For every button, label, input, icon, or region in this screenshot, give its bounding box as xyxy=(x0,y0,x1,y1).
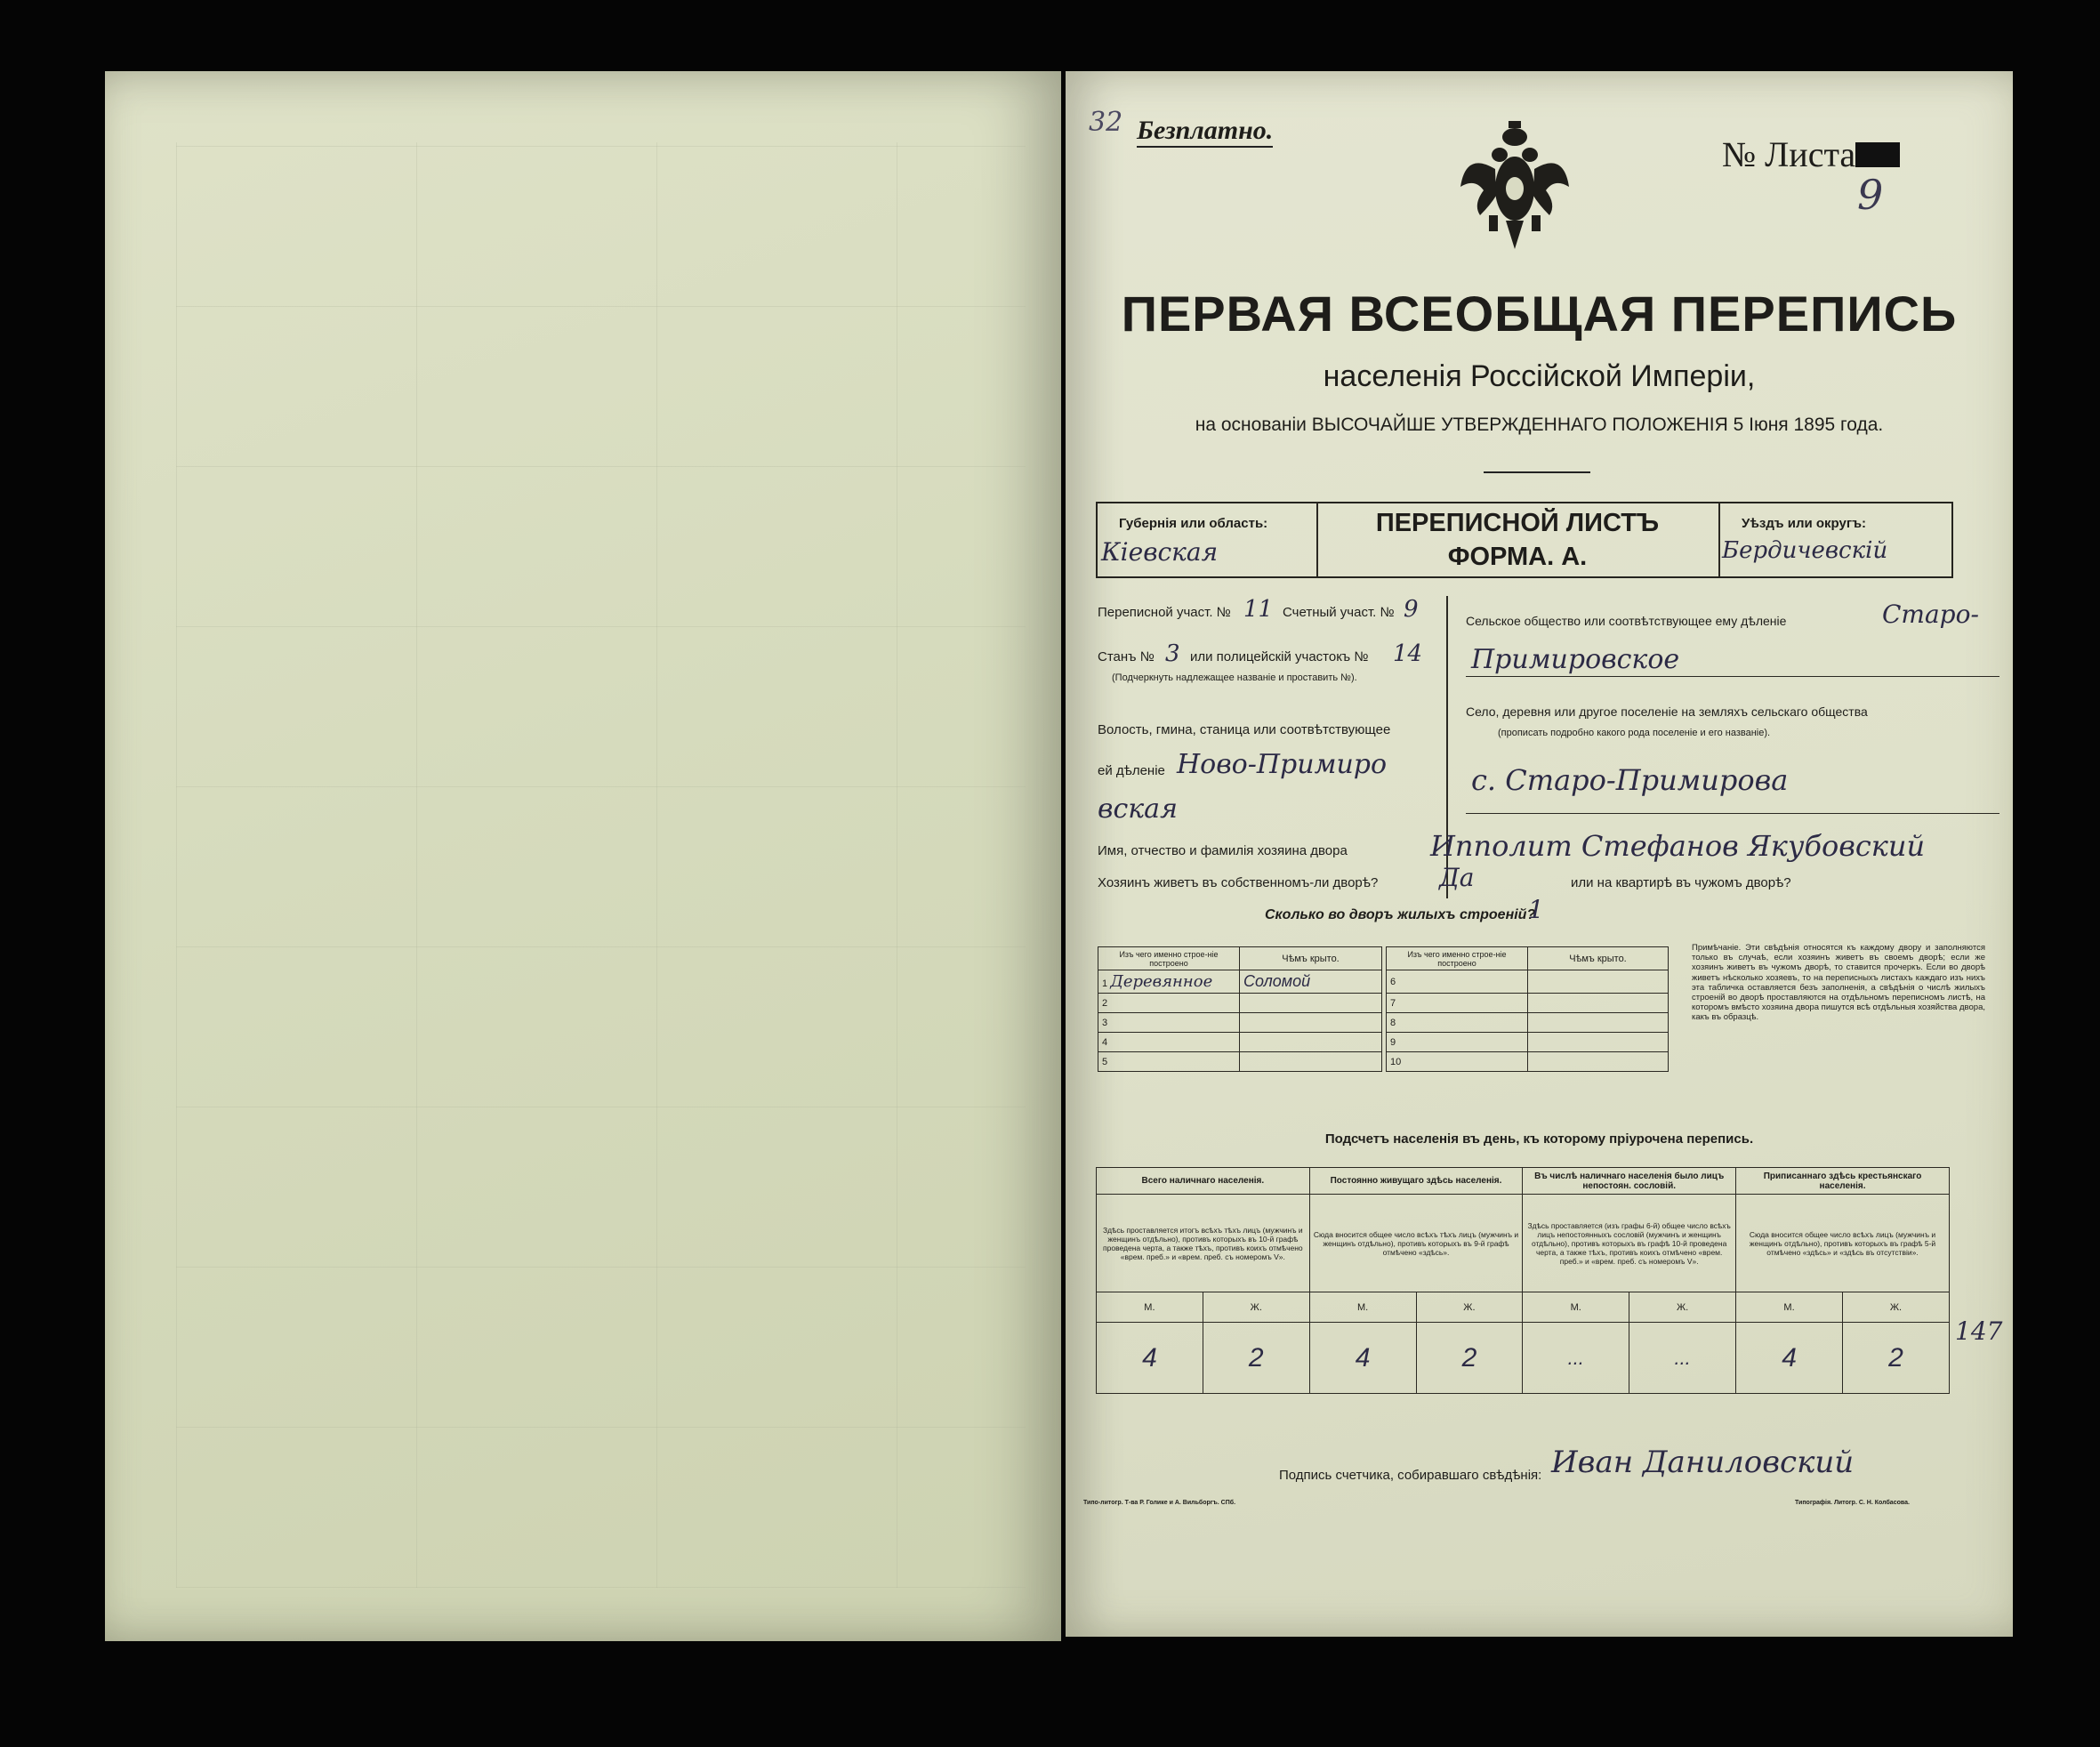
police-district-label: или полицейскій участокъ № xyxy=(1190,649,1369,664)
count-value: ... xyxy=(1629,1323,1736,1394)
group-header: Въ числѣ наличнаго населенія было лицъ непостоян. сословій. xyxy=(1523,1168,1736,1195)
count-value: 2 xyxy=(1203,1323,1309,1394)
table-row: 8 xyxy=(1387,1013,1669,1033)
census-form-page xyxy=(1066,71,2013,1637)
society-label: Сельское общество или соотвѣтствующее ему дѣленіе xyxy=(1466,614,1787,628)
table-row: 7 xyxy=(1387,994,1669,1013)
group-description: Сюда вносится общее число всѣхъ лицъ (мужчинъ и женщинъ отдѣльно), противъ которыхъ въ графѣ 5-й отмѣчено «здѣсь» и «здѣсь въ отсутствіи». xyxy=(1736,1195,1950,1292)
group-header: Приписаннаго здѣсь крестьянскаго населенія. xyxy=(1736,1168,1950,1195)
stan-label: Станъ № xyxy=(1098,649,1155,664)
volost-label: Волость, гмина, станица или соотвѣтствующее xyxy=(1098,722,1391,737)
counting-district-label: Счетный участ. № xyxy=(1283,605,1395,620)
group-description: Здѣсь проставляется итогъ всѣхъ тѣхъ лицъ (мужчинъ и женщинъ отдѣльно), противъ которыхъ въ 10-й графѣ проведена черта, а также тѣхъ, противъ коихъ отмѣчено «врем. преб.» и «врем. преб. съ номеромъ V». xyxy=(1097,1195,1310,1292)
village-value: с. Старо-Примирова xyxy=(1471,763,1789,797)
count-value: 4 xyxy=(1097,1323,1203,1394)
printer-imprint-left: Типо-литогр. Т-ва Р. Голике и А. Вильборгъ. СПб. xyxy=(1083,1500,1236,1506)
count-value: 4 xyxy=(1736,1323,1843,1394)
population-count-table: Всего наличнаго населенія. Постоянно живущаго здѣсь населенія. Въ числѣ наличнаго населенія было лицъ непостоян. сословій. Приписаннаго здѣсь крестьянскаго населенія. Здѣсь проставляется итогъ всѣхъ тѣхъ лицъ (мужчинъ и женщинъ отдѣльно), противъ которыхъ въ 10-й графѣ проведена черта, а также тѣхъ, противъ коихъ отмѣчено «врем. преб.» и «врем. преб. съ номеромъ V». Сюда вносится общее число всѣхъ тѣхъ лицъ (мужчинъ и женщинъ отдѣльно), противъ которыхъ въ 9-й графѣ отмѣчено «здѣсь». Здѣсь проставляется (изъ графы 6-й) общее число всѣхъ лицъ непостоянныхъ сословій (мужчинъ и женщинъ отдѣльно), противъ которыхъ въ графѣ 10-й проведена черта, а также тѣхъ, противъ коихъ отмѣчено «врем. преб.» и «врем. преб. съ номеромъ V». Сюда вносится общее число всѣхъ лицъ (мужчинъ и женщинъ отдѣльно), противъ которыхъ въ графѣ 5-й отмѣчено «здѣсь» и «здѣсь въ отсутствіи». М. Ж. М. Ж. М. Ж. М. Ж. 4 2 4 2 ... ... 4 2 xyxy=(1096,1167,1950,1394)
ornament-divider xyxy=(1484,471,1590,473)
col-roof-header: Чѣмъ крыто. xyxy=(1240,947,1382,970)
left-page-faint-grid xyxy=(176,142,1026,1588)
guberniya-value: Кіевская xyxy=(1101,537,1219,567)
counting-district-value: 9 xyxy=(1404,596,1419,623)
signature-value: Иван Даниловский xyxy=(1551,1445,1855,1480)
left-page-blank xyxy=(105,71,1061,1641)
census-district-value: 11 xyxy=(1243,596,1274,623)
count-value: 4 xyxy=(1309,1323,1416,1394)
imperial-eagle-emblem-icon xyxy=(1457,116,1573,258)
stan-value: 3 xyxy=(1165,640,1180,667)
col-material-header: Изъ чего именно строе-ніе построено xyxy=(1098,947,1240,970)
village-note: (прописать подробно какого рода поселеніе и его названіе). xyxy=(1498,728,1771,738)
underline-note: (Подчеркнуть надлежащее названіе и проставить №). xyxy=(1112,672,1357,683)
buildings-table-right: Изъ чего именно строе-ніе построено Чѣмъ крыто. 6 7 8 9 10 xyxy=(1386,946,1669,1072)
buildings-table-left xyxy=(1098,946,1382,1072)
printer-imprint-right: Типографія. Литогр. С. Н. Колбасова. xyxy=(1795,1500,1910,1506)
form-basis-line: на основаніи ВЫСОЧАЙШЕ УТВЕРЖДЕННАГО ПОЛОЖЕНІЯ 5 Іюня 1895 года. xyxy=(1195,415,1884,435)
signature-label: Подпись счетчика, собиравшаго свѣдѣнія: xyxy=(1279,1468,1542,1483)
police-district-value: 14 xyxy=(1393,640,1423,667)
group-header: Всего наличнаго населенія. xyxy=(1097,1168,1310,1195)
uezd-label: Уѣздъ или округъ: xyxy=(1742,516,1867,531)
volost-label-2: ей дѣленіе xyxy=(1098,763,1165,778)
table-row: 9 xyxy=(1387,1033,1669,1052)
buildings-count-value: 1 xyxy=(1528,895,1544,924)
count-value: 2 xyxy=(1416,1323,1523,1394)
society-value: Старо- xyxy=(1882,600,1979,629)
buildings-count-label: Сколько во дворъ жилыхъ строеній? xyxy=(1265,907,1536,922)
sheet-number-value: 9 xyxy=(1857,171,1884,219)
census-district-label: Переписной участ. № xyxy=(1098,605,1231,620)
free-stamp: Безплатно. xyxy=(1137,116,1273,148)
margin-note: 147 xyxy=(1955,1316,2003,1346)
sheet-title: ПЕРЕПИСНОЙ ЛИСТЪ xyxy=(1375,509,1660,537)
owner-lives-label: Хозяинъ живетъ въ собственномъ-ли дворѣ? xyxy=(1098,875,1379,890)
table-row: 10 xyxy=(1387,1052,1669,1072)
owner-lives-value: Да xyxy=(1439,863,1475,892)
table-row: 4 xyxy=(1098,1033,1382,1052)
form-main-title: ПЕРВАЯ ВСЕОБЩАЯ ПЕРЕПИСЬ xyxy=(1121,286,1958,342)
remark-note: Примѣчаніе. Эти свѣдѣнія относятся къ каждому двору и заполняются только въ случаѣ, если хозяинъ живетъ въ своемъ дворѣ; если же хозяинъ живетъ въ чужомъ дворѣ, то ставится прочеркъ. Если во дворѣ живетъ нѣсколько хозяевъ, то на переписныхъ листахъ каждаго изъ нихъ эта табличка оставляется безъ заполненія, а свѣдѣнія о числѣ жилыхъ строеній во дворѣ проставляются на отдѣльномъ переписномъ листѣ, на которомъ вмѣсто хозяина двора пишутся всѣ отдѣльныя хозяйства двора, какъ въ образцѣ. xyxy=(1692,943,1985,1023)
society-value-2: Примировское xyxy=(1471,644,1680,675)
group-description: Сюда вносится общее число всѣхъ тѣхъ лицъ (мужчинъ и женщинъ отдѣльно), противъ которыхъ въ 9-й графѣ отмѣчено «здѣсь». xyxy=(1309,1195,1523,1292)
owner-name-value: Ипполит Стефанов Якубовский xyxy=(1430,829,1926,863)
table-row: 3 xyxy=(1098,1013,1382,1033)
table-row: 6 xyxy=(1387,970,1669,994)
table-row: 2 xyxy=(1098,994,1382,1013)
guberniya-label: Губернія или область: xyxy=(1119,516,1268,531)
group-description: Здѣсь проставляется (изъ графы 6-й) общее число всѣхъ лицъ непостоянныхъ сословій (мужчинъ и женщинъ отдѣльно), противъ которыхъ въ графѣ 10-й проведена черта, а также тѣхъ, противъ коихъ отмѣчено «врем. преб.» и «врем. преб. съ номеромъ V». xyxy=(1523,1195,1736,1292)
table-row: 1 Деревянное Соломой xyxy=(1098,970,1382,994)
redaction-block xyxy=(1855,142,1900,167)
uezd-value: Бердичевскій xyxy=(1722,537,1888,564)
count-caption: Подсчетъ населенія въ день, къ которому пріурочена перепись. xyxy=(1324,1131,1754,1147)
volost-value-2: вская xyxy=(1098,793,1178,825)
form-subtitle: населенія Россійской Имперіи, xyxy=(1323,359,1756,393)
sheet-number-label: № Листа xyxy=(1722,134,1856,174)
table-row: 5 xyxy=(1098,1052,1382,1072)
form-a-title: ФОРМА. А. xyxy=(1447,543,1588,571)
corner-note: 32 xyxy=(1089,107,1123,138)
group-header: Постоянно живущаго здѣсь населенія. xyxy=(1309,1168,1523,1195)
count-value: 2 xyxy=(1843,1323,1950,1394)
count-value: ... xyxy=(1523,1323,1629,1394)
volost-value: Ново-Примиро xyxy=(1177,749,1388,780)
owner-name-label: Имя, отчество и фамилія хозяина двора xyxy=(1098,843,1348,858)
village-label: Село, деревня или другое поселеніе на земляхъ сельскаго общества xyxy=(1466,704,1868,719)
owner-or-label: или на квартирѣ въ чужомъ дворѣ? xyxy=(1571,875,1791,890)
